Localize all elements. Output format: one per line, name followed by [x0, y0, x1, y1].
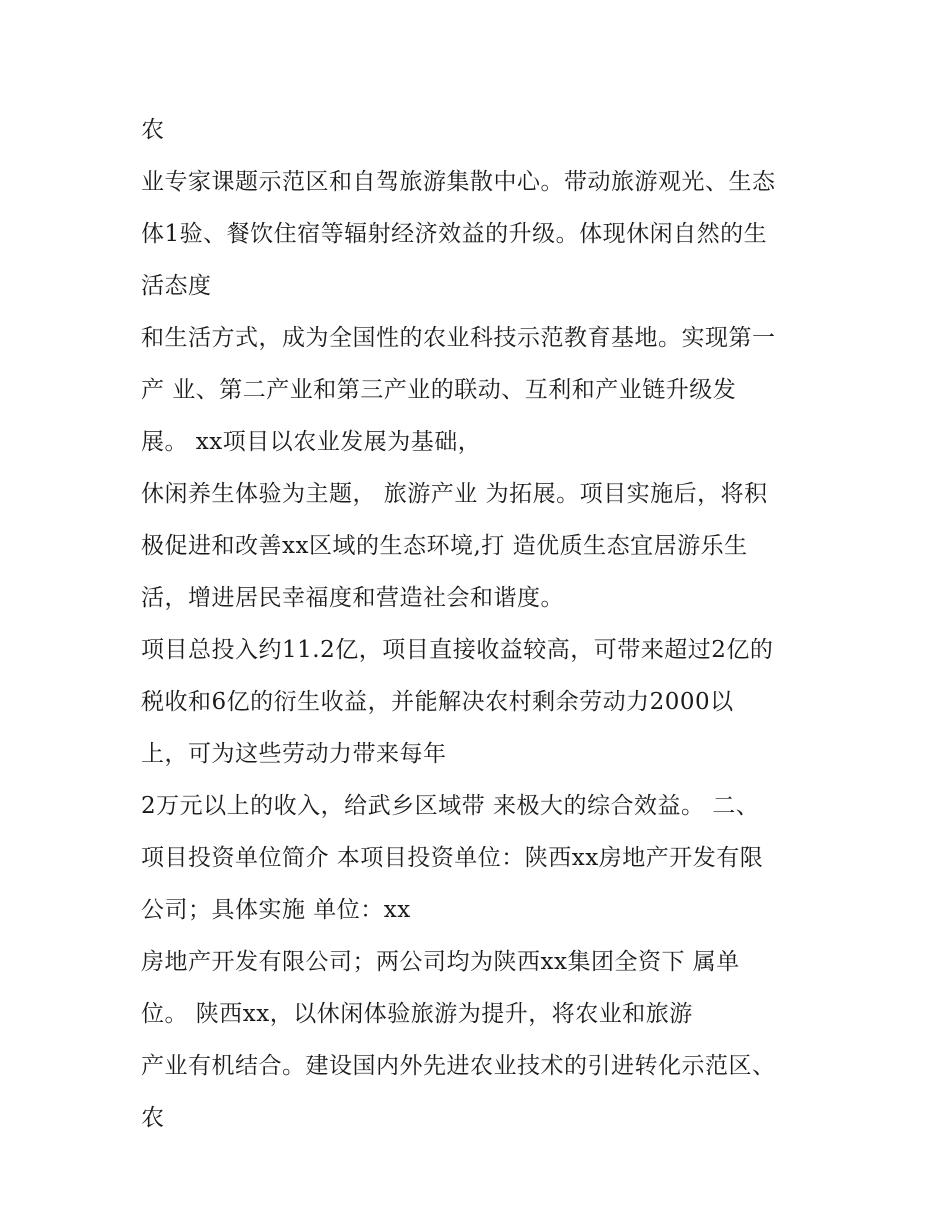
- text-line: 上，可为这些劳动力带来每年: [141, 741, 447, 767]
- text-line: 产 业、第二产业和第三产业的联动、互利和产业链升级发: [141, 377, 737, 403]
- text-line: 2万元以上的收入，给武乡区域带 来极大的综合效益。 二、: [141, 793, 760, 819]
- text-line: 活态度: [141, 273, 212, 299]
- document-body: [141, 108, 831, 1148]
- text-line: 项目总投入约11.2亿，项目直接收益较高，可带来超过2亿的: [141, 637, 774, 663]
- text-line: 极促进和改善xx区域的生态环境,打 造优质生态宜居游乐生: [141, 533, 748, 559]
- text-line: 体1验、餐饮住宿等辐射经济效益的升级。体现休闲自然的生: [141, 221, 768, 247]
- text-line: 农: [141, 1105, 165, 1131]
- text-line: 公司；具体实施 单位：xx: [141, 897, 411, 923]
- text-line: 休闲养生体验为主题， 旅游产业 为拓展。项目实施后，将积: [141, 481, 768, 507]
- text-line: 房地产开发有限公司；两公司均为陕西xx集团全资下 属单: [141, 949, 740, 975]
- text-line: 活，增进居民幸福度和营造社会和谐度。: [141, 585, 564, 611]
- text-line: 和生活方式，成为全国性的农业科技示范教育基地。实现第一: [141, 325, 776, 351]
- text-line: 位。 陕西xx，以休闲体验旅游为提升，将农业和旅游: [141, 1001, 693, 1027]
- text-line: 业专家课题示范区和自驾旅游集散中心。带动旅游观光、生态: [141, 169, 776, 195]
- text-line: 税收和6亿的衍生收益，并能解决农村剩余劳动力2000以: [141, 689, 734, 715]
- text-line: 展。 xx项目以农业发展为基础，: [141, 429, 482, 455]
- text-line: 项目投资单位简介 本项目投资单位：陕西xx房地产开发有限: [141, 845, 764, 871]
- text-line: 农: [141, 117, 165, 143]
- text-line: 产业有机结合。建设国内外先进农业技术的引进转化示范区、: [141, 1053, 776, 1079]
